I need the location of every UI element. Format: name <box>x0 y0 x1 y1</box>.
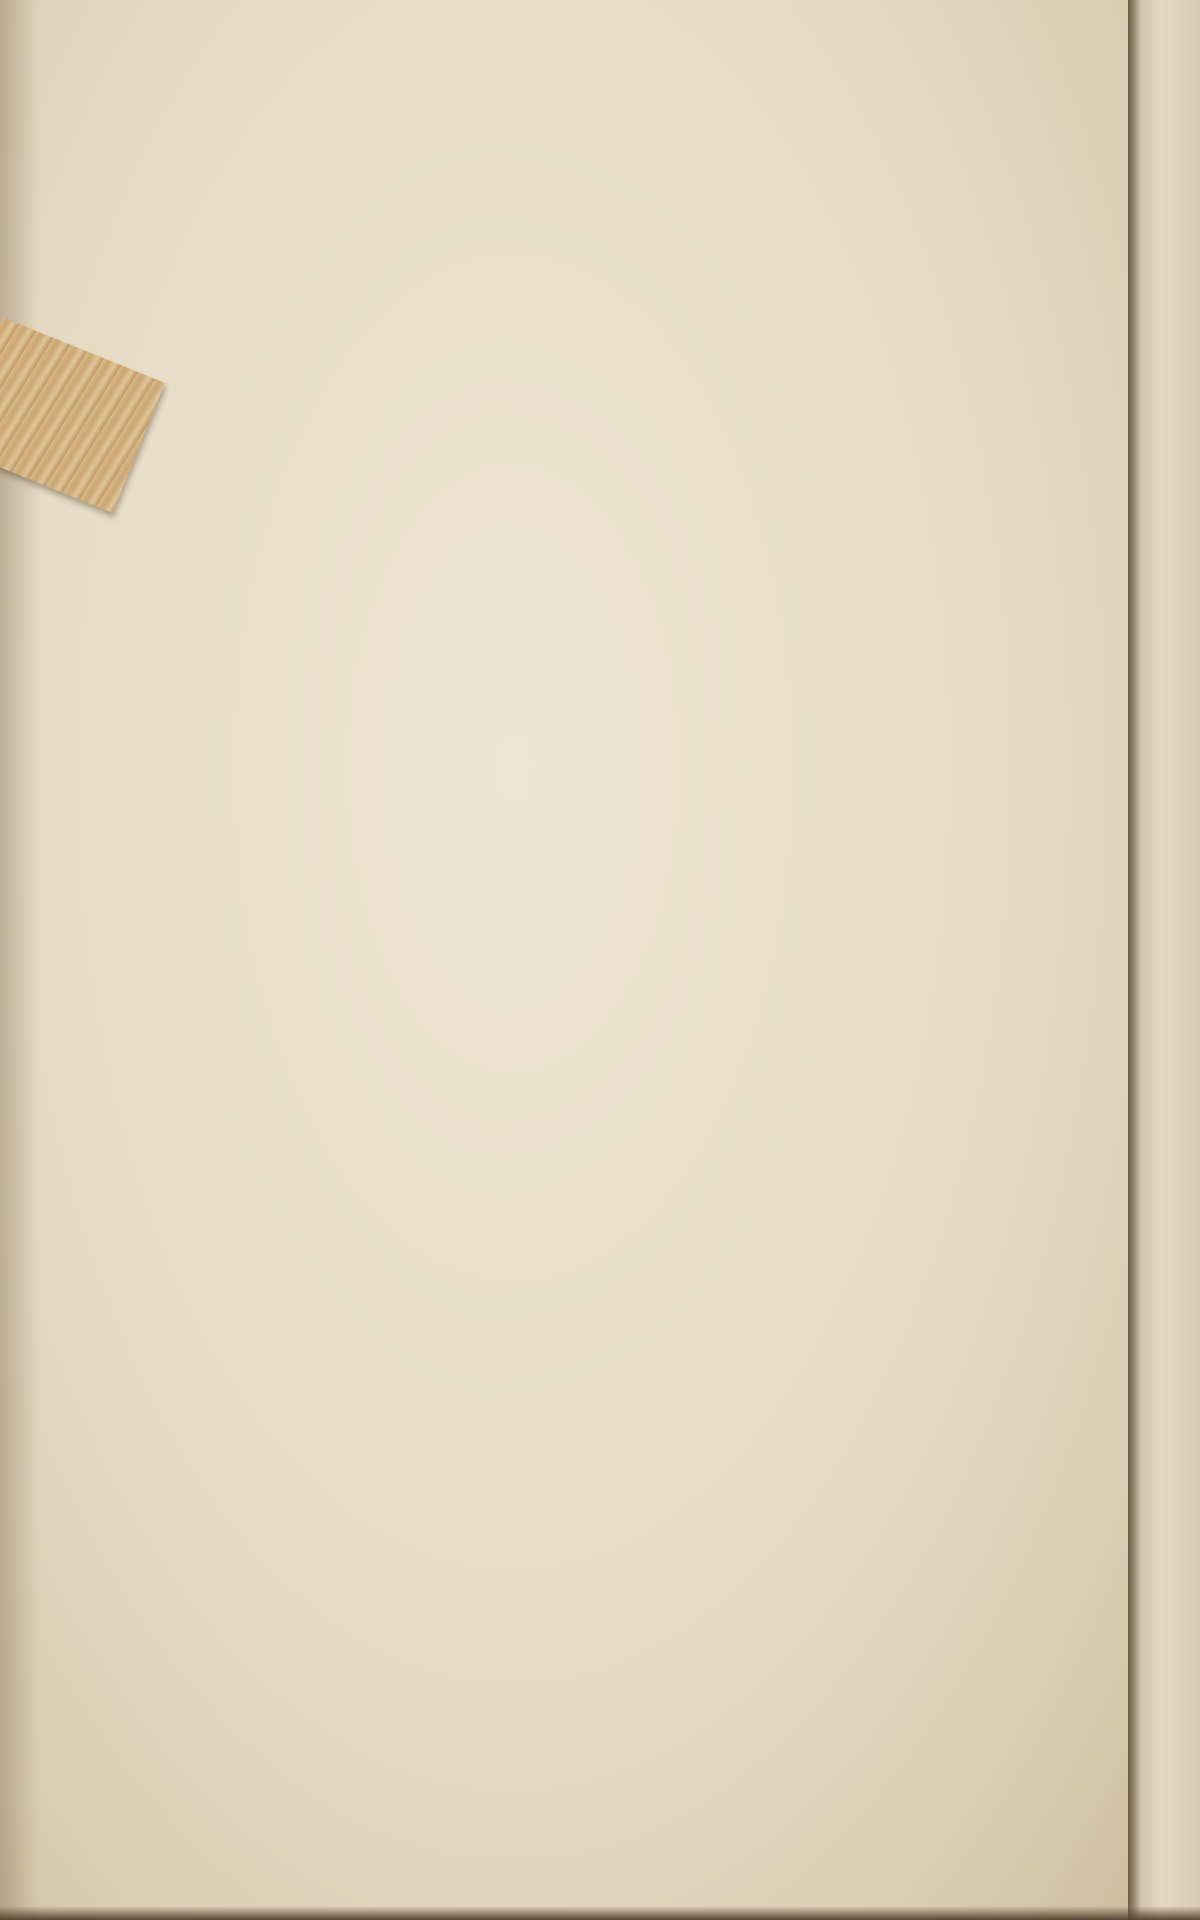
spine-shadow <box>0 0 40 1920</box>
running-head <box>302 92 1094 138</box>
text-block <box>302 92 1094 160</box>
facing-page-fragments <box>1138 0 1200 1920</box>
bottom-shadow <box>0 1906 1200 1920</box>
